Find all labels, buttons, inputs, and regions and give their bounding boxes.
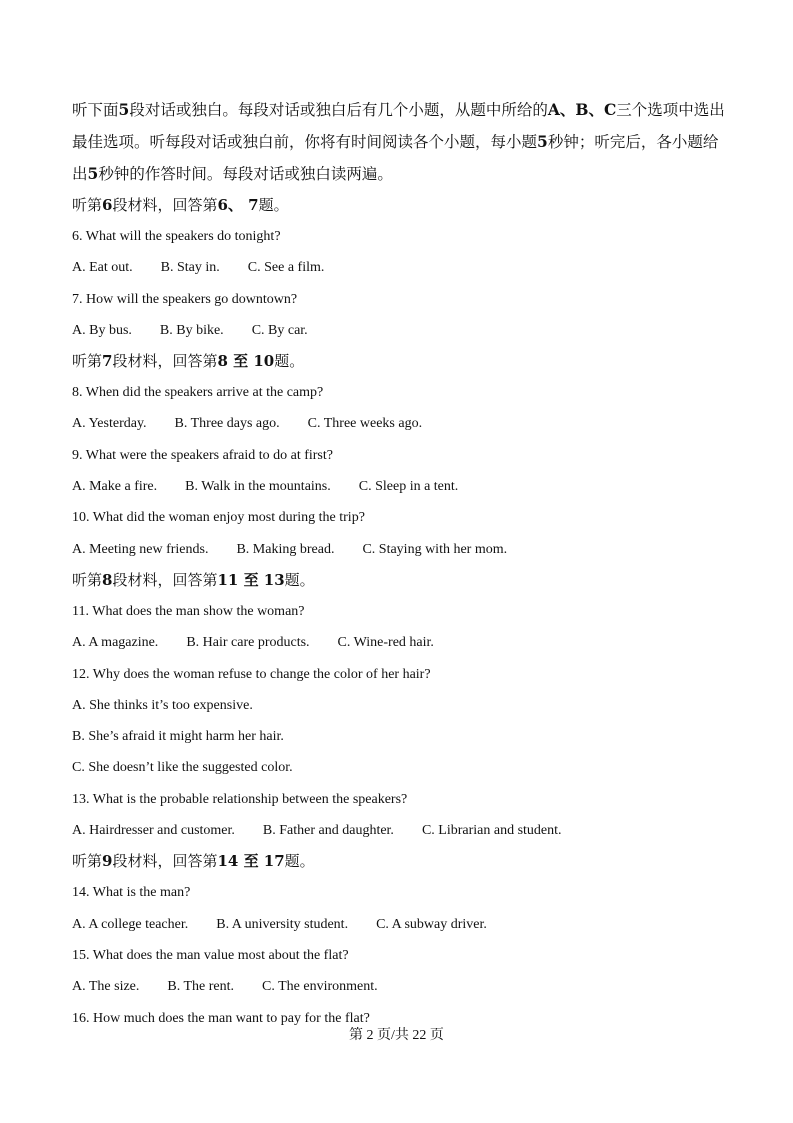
answer-options-row bbox=[72, 971, 727, 1002]
answer-option: B. Three days ago. bbox=[174, 416, 280, 432]
answer-option: C. Sleep in a tent. bbox=[358, 479, 459, 495]
section-heading-part: 8 bbox=[102, 570, 113, 589]
answer-options-row bbox=[72, 471, 727, 502]
content-area bbox=[72, 94, 727, 1034]
answer-options-row bbox=[72, 627, 727, 658]
question-text: 16. How much does the man want to pay for the flat? bbox=[72, 1010, 370, 1026]
section-heading-part: 题。 bbox=[274, 352, 305, 371]
answer-option: A. A college teacher. bbox=[72, 916, 189, 932]
section-heading-part: 段材料，回答第 bbox=[112, 196, 218, 214]
answer-options-row bbox=[72, 909, 727, 940]
question-text: 11. What does the man show the woman? bbox=[72, 603, 305, 619]
answer-option: A. A magazine. bbox=[72, 635, 159, 651]
answer-option: C. Librarian and student. bbox=[421, 823, 562, 839]
answer-option: C. Three weeks ago. bbox=[307, 416, 423, 432]
answer-option: C. She doesn’t like the suggested color. bbox=[72, 760, 293, 776]
answer-option: A. Make a fire. bbox=[72, 479, 158, 495]
answer-option: C. By car. bbox=[251, 322, 308, 338]
answer-options-row bbox=[72, 252, 727, 283]
section-heading-part: 听第 bbox=[72, 196, 103, 214]
question-text: 15. What does the man value most about the flat? bbox=[72, 947, 349, 963]
answer-option: A. By bus. bbox=[72, 322, 132, 338]
question-text: 9. What were the speakers afraid to do at first? bbox=[72, 447, 333, 463]
section-heading-part: 段材料，回答第 bbox=[112, 852, 218, 871]
question-text: 14. What is the man? bbox=[72, 885, 191, 901]
section-heading bbox=[72, 346, 727, 377]
answer-option: C. Wine-red hair. bbox=[337, 635, 434, 651]
answer-option: B. Stay in. bbox=[160, 260, 220, 276]
section-heading-part: 听第 bbox=[72, 352, 103, 371]
answer-option: B. Father and daughter. bbox=[262, 823, 394, 839]
question-text: 12. Why does the woman refuse to change the color of her hair? bbox=[72, 666, 431, 682]
instructions-number: 5 bbox=[537, 132, 548, 151]
section-heading-part: 段材料，回答第 bbox=[112, 570, 218, 589]
answer-option: B. By bike. bbox=[159, 322, 224, 338]
answer-option: A. Meeting new friends. bbox=[72, 541, 209, 557]
section-heading-part: 听第 bbox=[72, 852, 103, 871]
answer-option: A. She thinks it’s too expensive. bbox=[72, 697, 253, 713]
question-text: 13. What is the probable relationship between the speakers? bbox=[72, 791, 408, 807]
question-text: 7. How will the speakers go downtown? bbox=[72, 291, 298, 307]
answer-option: A. The size. bbox=[72, 979, 140, 995]
answer-option: A. Yesterday. bbox=[72, 416, 147, 432]
section-heading-part: 题。 bbox=[258, 196, 289, 214]
answer-option: A. Eat out. bbox=[72, 260, 133, 276]
section-heading-part: 9 bbox=[102, 852, 113, 871]
section-heading-part: 11 至 13 bbox=[217, 570, 285, 589]
instructions-options: A、B、C bbox=[547, 100, 617, 119]
answer-option: B. Making bread. bbox=[236, 541, 335, 557]
section-heading bbox=[72, 565, 727, 596]
instructions-text: 秒钟的作答时间。每段对话或独白读两遍。 bbox=[98, 165, 393, 183]
section-heading bbox=[72, 846, 727, 877]
section-heading-part: 听第 bbox=[72, 570, 103, 589]
question-text: 10. What did the woman enjoy most during the trip? bbox=[72, 510, 365, 526]
answer-option: B. Walk in the mountains. bbox=[185, 479, 331, 495]
page-footer: 第 2 页/共 22 页 bbox=[349, 1028, 444, 1043]
instructions-text: 三个选项中选出最佳选项。听每段对话或独白前，你将有时间阅读各个小题，每小题 bbox=[72, 101, 725, 151]
answer-option: B. She’s afraid it might harm her hair. bbox=[72, 729, 284, 745]
section-heading-part: 题。 bbox=[284, 570, 315, 589]
instructions-paragraph bbox=[72, 94, 727, 190]
section-heading-part: 6、 7 bbox=[217, 196, 259, 214]
answer-option: C. The environment. bbox=[262, 979, 378, 995]
section-heading-part: 题。 bbox=[284, 852, 315, 871]
question-text: 6. What will the speakers do tonight? bbox=[72, 229, 281, 244]
section-heading-part: 14 至 17 bbox=[217, 852, 285, 871]
section-heading-part: 段材料，回答第 bbox=[112, 352, 218, 371]
section-heading-part: 6 bbox=[102, 196, 113, 214]
question-sections bbox=[72, 190, 727, 1034]
answer-option: C. A subway driver. bbox=[376, 916, 487, 932]
answer-option: C. See a film. bbox=[247, 260, 325, 276]
answer-option: A. Hairdresser and customer. bbox=[72, 823, 235, 839]
section-heading-part: 7 bbox=[102, 352, 113, 371]
answer-option: B. The rent. bbox=[167, 979, 235, 995]
answer-option: B. A university student. bbox=[216, 916, 349, 932]
instructions-text: 秒钟；听完后，各小题给出 bbox=[72, 133, 719, 183]
section-heading bbox=[72, 190, 727, 221]
question-text: 8. When did the speakers arrive at the camp? bbox=[72, 385, 324, 401]
answer-options-row bbox=[72, 815, 727, 846]
section-heading-part: 8 至 10 bbox=[217, 352, 275, 371]
instructions-text: 听下面 bbox=[72, 101, 119, 119]
instructions-number: 5 bbox=[87, 164, 99, 183]
answer-options-row bbox=[72, 408, 727, 439]
answer-option: B. Hair care products. bbox=[186, 635, 310, 651]
answer-options-row bbox=[72, 534, 727, 565]
instructions-text: 段对话或独白。每段对话或独白后有几个小题，从题中所给的 bbox=[129, 101, 548, 119]
answer-options-row bbox=[72, 315, 727, 346]
instructions-number: 5 bbox=[118, 100, 130, 119]
answer-option: C. Staying with her mom. bbox=[362, 541, 508, 557]
